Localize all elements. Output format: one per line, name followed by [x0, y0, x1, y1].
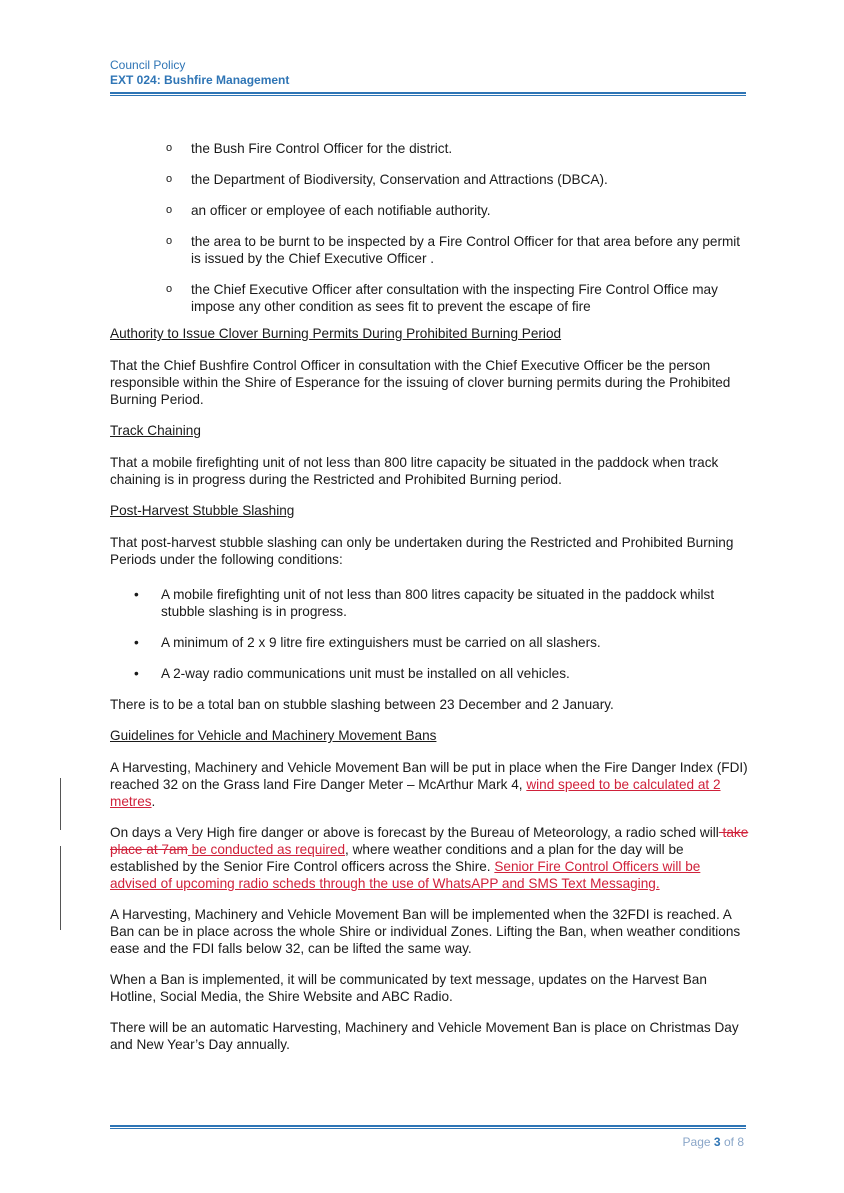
- section-heading: Track Chaining: [110, 423, 201, 438]
- circle-bullet: o: [166, 283, 173, 295]
- header-doc-type: Council Policy: [110, 58, 186, 72]
- section-heading: Authority to Issue Clover Burning Permits During Prohibited Burning Period: [110, 326, 562, 341]
- circle-bullet: o: [166, 142, 173, 154]
- list-item: • A 2-way radio communications unit must be installed on all vehicles.: [134, 666, 570, 681]
- paragraph: When a Ban is implemented, it will be communicated by text message, updates on the Harvest Ban Hotline, Social Media, the Shire Website and ABC Radio.: [110, 972, 707, 1004]
- list-item: • A mobile firefighting unit of not less than 800 litres capacity be situated in the paddock whilst stubble slashing is in progress.: [134, 587, 715, 619]
- change-bar: [60, 778, 61, 830]
- footer-rule: [110, 1125, 746, 1129]
- paragraph: On days a Very High fire danger or above is forecast by the Bureau of Meteorology, a radio sched will take place at 7am be conducted as required, where weather conditions and a plan for the day will be established by the Senior Fire Control officers across the Shire. Senior Fire Control Officers will be advised of upcoming radio scheds through the use of WhatsAPP and SMS Text Messaging.: [110, 825, 749, 891]
- inserted-text: Senior Fire Control Officers will be advised of upcoming radio scheds through the use of WhatsAPP and SMS Text Messaging.: [110, 859, 701, 891]
- bullet: •: [134, 635, 139, 650]
- page-number: Page 3 of 8: [682, 1135, 744, 1149]
- list-item: • A minimum of 2 x 9 litre fire extinguishers must be carried on all slashers.: [134, 635, 601, 650]
- section-heading: Guidelines for Vehicle and Machinery Movement Bans: [110, 728, 437, 743]
- paragraph: A Harvesting, Machinery and Vehicle Movement Ban will be implemented when the 32FDI is reached. A Ban can be in place across the whole Shire or individual Zones. Lifting the Ban, when weather conditions ease and the FDI falls below 32, can be lifted the same way.: [110, 907, 741, 956]
- total-pages: 8: [737, 1135, 744, 1149]
- inserted-text: wind speed to be calculated at 2 metres: [110, 777, 721, 809]
- paragraph: That post-harvest stubble slashing can only be undertaken during the Restricted and Prohibited Burning Periods under the following conditions:: [110, 535, 734, 567]
- inserted-text: be conducted as required: [187, 842, 346, 857]
- bullet: •: [134, 587, 139, 602]
- list-item: o the Department of Biodiversity, Conservation and Attractions (DBCA).: [166, 172, 608, 187]
- document-body: [110, 140, 750, 1067]
- circle-bullet: o: [166, 204, 173, 216]
- list-item: o the Chief Executive Officer after consultation with the inspecting Fire Control Office may impose any other condition as sees fit to prevent the escape of fire: [166, 282, 718, 314]
- change-bar: [60, 846, 61, 930]
- paragraph: A Harvesting, Machinery and Vehicle Movement Ban will be put in place when the Fire Danger Index (FDI) reached 32 on the Grass land Fire Danger Meter – McArthur Mark 4, wind speed to be calculated at 2 metres.: [110, 760, 748, 809]
- header-doc-title: EXT 024: Bushfire Management: [110, 73, 290, 87]
- header-rule: [110, 92, 746, 96]
- current-page: 3: [713, 1135, 721, 1149]
- list-item: o the area to be burnt to be inspected by a Fire Control Officer for that area before any permit is issued by the Chief Executive Officer .: [166, 234, 741, 266]
- bullet: •: [134, 666, 139, 681]
- list-item: o an officer or employee of each notifiable authority.: [166, 203, 491, 218]
- paragraph: That a mobile firefighting unit of not less than 800 litre capacity be situated in the paddock when track chaining is in progress during the Restricted and Prohibited Burning period.: [110, 455, 719, 487]
- circle-bullet: o: [166, 173, 173, 185]
- circle-bullet: o: [166, 235, 173, 247]
- section-heading: Post-Harvest Stubble Slashing: [110, 503, 295, 518]
- list-item: o the Bush Fire Control Officer for the district.: [166, 141, 453, 156]
- paragraph: That the Chief Bushfire Control Officer in consultation with the Chief Executive Officer be the person responsible within the Shire of Esperance for the issuing of clover burning permits during the Prohibited Burning Period.: [110, 358, 731, 407]
- paragraph: There is to be a total ban on stubble slashing between 23 December and 2 January.: [110, 697, 614, 712]
- paragraph: There will be an automatic Harvesting, Machinery and Vehicle Movement Ban is place on Christmas Day and New Year’s Day annually.: [110, 1020, 739, 1052]
- deleted-text: take place at 7am: [110, 825, 749, 857]
- page-header: [110, 58, 746, 88]
